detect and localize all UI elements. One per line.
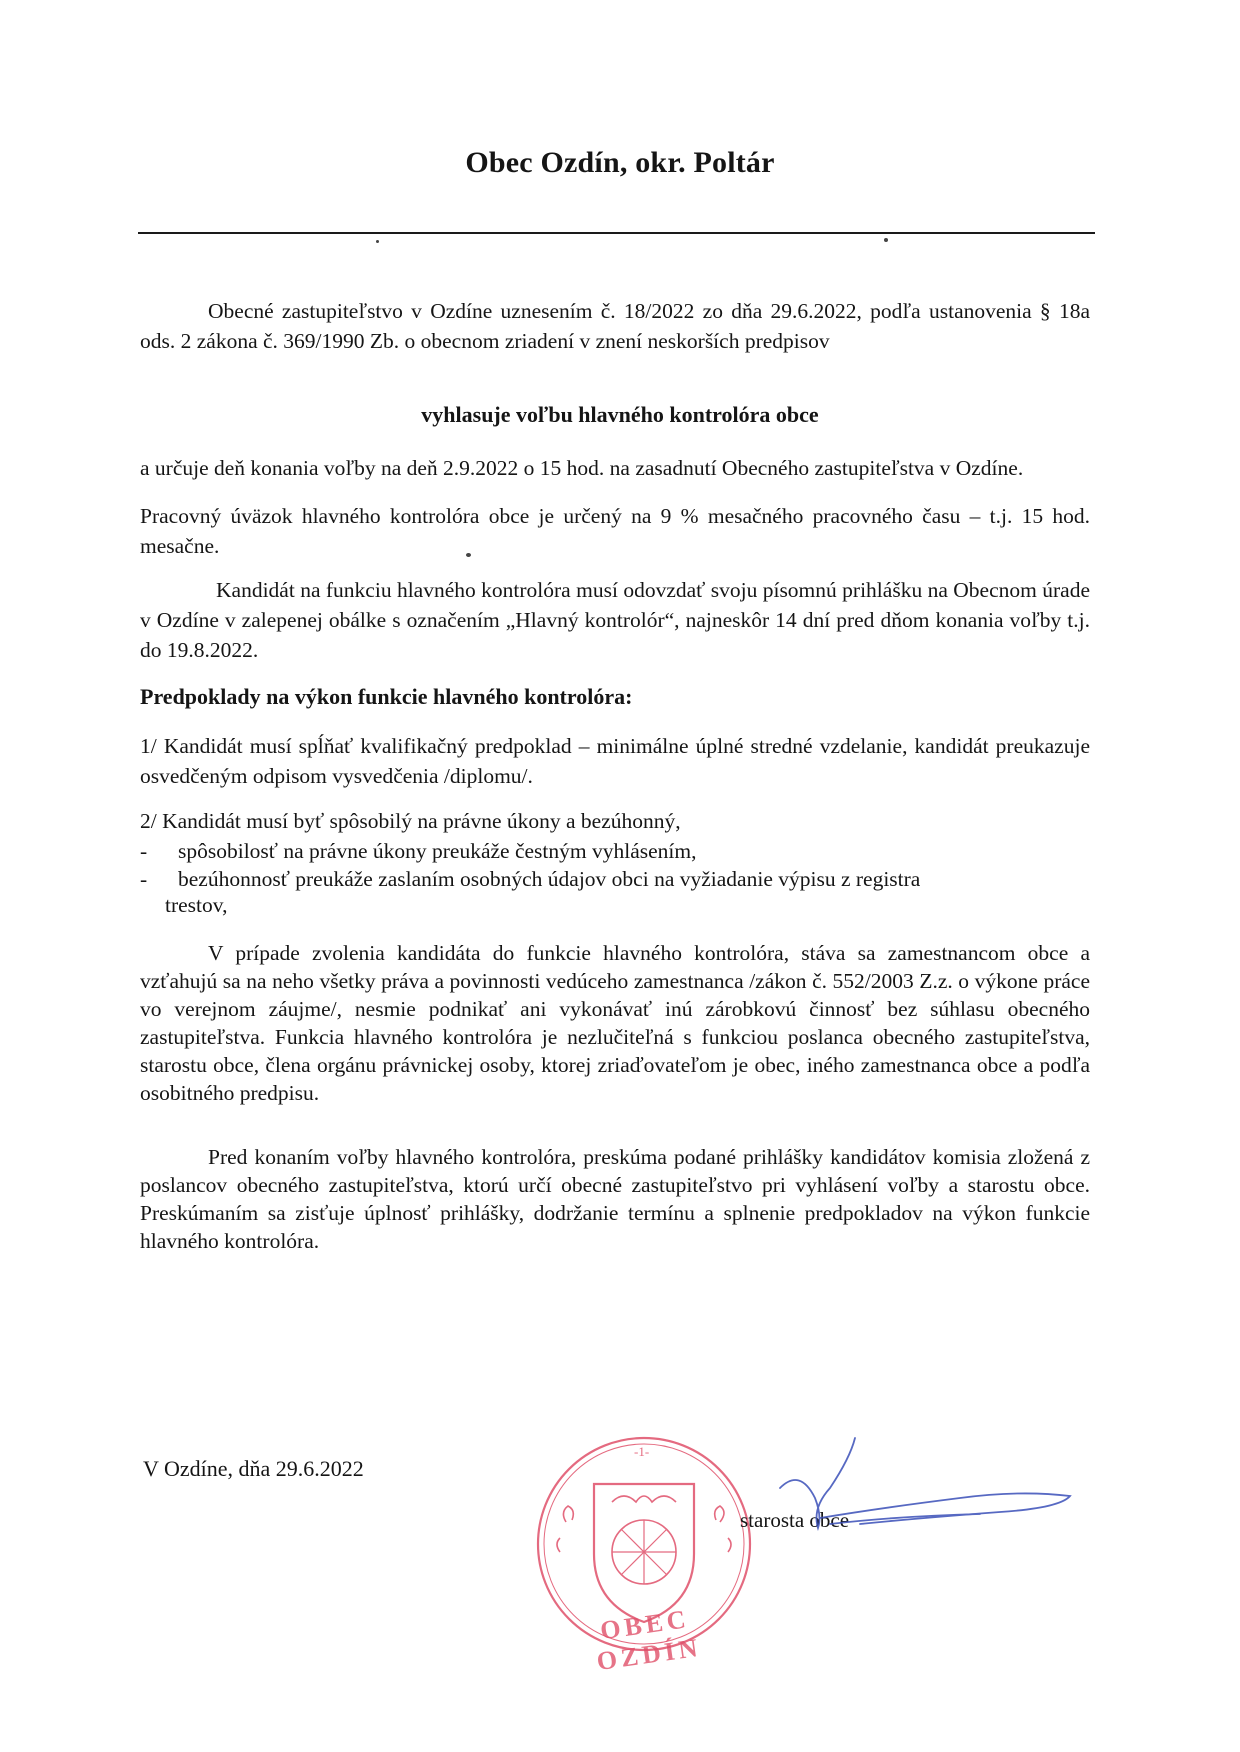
- stamp-number: -1-: [634, 1444, 650, 1459]
- handwritten-signature: [760, 1428, 1090, 1558]
- requirements-heading: Predpoklady na výkon funkcie hlavného kontrolóra:: [140, 684, 633, 709]
- stamp-text: OBEC OZDÍN: [594, 1604, 704, 1677]
- election-day-paragraph: a určuje deň konania voľby na deň 2.9.2022 o 15 hod. na zasadnutí Obecného zastupiteľstva v Ozdíne.: [140, 456, 1024, 480]
- requirement-1: 1/ Kandidát musí spĺňať kvalifikačný predpoklad – minimálne úplné stredné vzdelanie, kandidát preukazuje osvedčeným odpisom vysvedčenia /diplomu/.: [140, 734, 1090, 788]
- signature-role: starosta obce: [740, 1508, 850, 1532]
- intro-paragraph: Obecné zastupiteľstvo v Ozdíne uznesením č. 18/2022 zo dňa 29.6.2022, podľa ustanovenia § 18a ods. 2 zákona č. 369/1990 Zb. o obecnom zriadení v znení neskorších predpisov: [140, 299, 1090, 353]
- announcement-heading: vyhlasuje voľbu hlavného kontrolóra obce: [421, 402, 819, 427]
- bullet-item: bezúhonnosť preukáže zaslaním osobných údajov obci na vyžiadanie výpisu z registra: [178, 867, 921, 891]
- page-title: Obec Ozdín, okr. Poltár: [465, 146, 775, 179]
- title-divider: [138, 232, 1095, 234]
- place-date: V Ozdíne, dňa 29.6.2022: [143, 1456, 364, 1481]
- commission-paragraph: Pred konaním voľby hlavného kontrolóra, preskúma podané prihlášky kandidátov komisia zložená z poslancov obecného zastupiteľstva, ktorú určí obecné zastupiteľstvo pri vyhlásení voľby a starostu obce. Preskúmaním sa zisťuje úplnosť prihlášky, dodržanie termínu a splnenie predpokladov na výkon funkcie hlavného kontrolóra.: [140, 1145, 1090, 1253]
- bullet-item: spôsobilosť na právne úkony preukáže čestným vyhlásením,: [178, 839, 697, 863]
- scan-speck: [884, 238, 888, 242]
- bullet-item-continuation: trestov,: [165, 893, 228, 917]
- requirement-2: 2/ Kandidát musí byť spôsobilý na právne úkony a bezúhonný,: [140, 809, 681, 833]
- scan-speck: [376, 240, 379, 243]
- application-paragraph: Kandidát na funkciu hlavného kontrolóra musí odovzdať svoju písomnú prihlášku na Obecnom úrade v Ozdíne v zalepenej obálke s označením „Hlavný kontrolór“, najneskôr 14 dní pred dňom konania voľby t.j. do 19.8.2022.: [140, 578, 1090, 662]
- workload-paragraph: Pracovný úväzok hlavného kontrolóra obce je určený na 9 % mesačného pracovného času – t.j. 15 hod. mesačne.: [140, 504, 1090, 558]
- employment-paragraph: V prípade zvolenia kandidáta do funkcie hlavného kontrolóra, stáva sa zamestnancom obce a vzťahujú sa na neho všetky práva a povinnosti vedúceho zamestnanca /zákon č. 552/2003 Z.z. o výkone práce vo verejnom záujme/, nesmie podnikať ani vykonávať inú zárobkovú činnosť bez súhlasu obecného zastupiteľstva. Funkcia hlavného kontrolóra je nezlučiteľná s funkciou poslanca obecného zastupiteľstva, starostu obce, člena orgánu právnickej osoby, ktorej zriaďovateľom je obec, iného zamestnanca obce a podľa osobitného predpisu.: [140, 941, 1090, 1105]
- bullet-dash: -: [140, 867, 148, 891]
- bullet-dash: -: [140, 839, 148, 863]
